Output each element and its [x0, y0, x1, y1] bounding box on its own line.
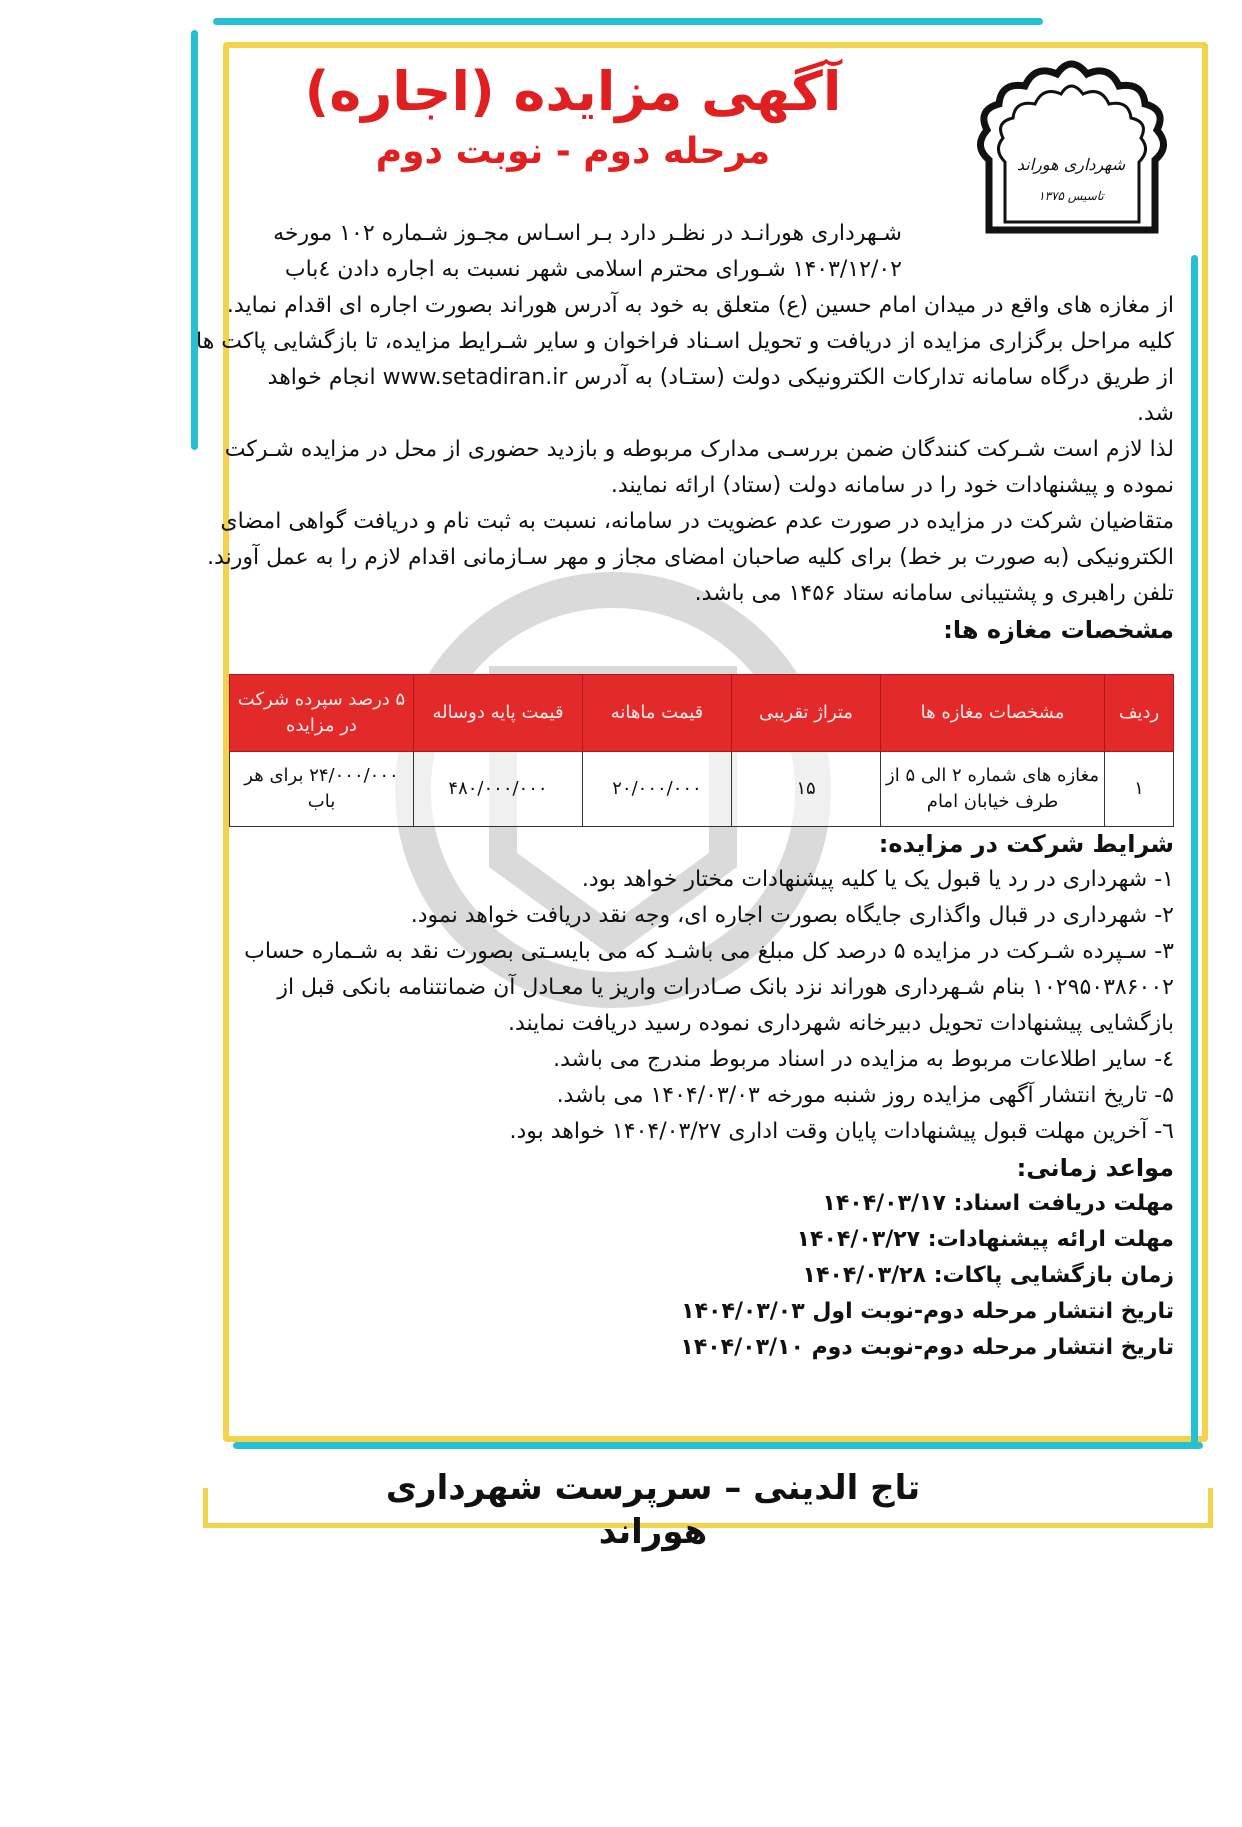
- shops-table: [229, 674, 1174, 827]
- intro-line: نموده و پیشنهادات خود را در سامانه دولت (ستاد) ارائه نمایند.: [610, 473, 1174, 498]
- condition-line: بازگشایی پیشنهادات تحویل دبیرخانه شهرداری نموده رسید دریافت نمایند.: [508, 1011, 1174, 1036]
- signature: تاج الدینی – سرپرست شهرداری هوراند: [385, 1468, 921, 1552]
- condition-line: ۱۰۲۹۵۰۳۸۶۰۰۲ بنام شـهرداری هوراند نزد بانک صـادرات واریز یا معـادل آن ضمانتنامه بانکی قبل از: [277, 975, 1174, 1000]
- table-row: [230, 752, 1174, 827]
- schedule-item: [225, 1222, 1174, 1258]
- table-cell: ۲۴/۰۰۰/۰۰۰ برای هر باب: [230, 752, 414, 827]
- decorative-frame-left: [191, 30, 198, 450]
- column-header: قیمت پایه دوساله: [414, 675, 583, 752]
- schedule-label: تاریخ انتشار مرحله دوم-نوبت دوم: [811, 1335, 1174, 1360]
- conditions-block: [225, 826, 1174, 1366]
- schedule-label: زمان بازگشایی پاکات:: [933, 1263, 1174, 1288]
- table-cell: ۴۸۰/۰۰۰/۰۰۰: [414, 752, 583, 827]
- decorative-frame-bottom: [233, 1442, 1203, 1449]
- condition-line: ۱- شهرداری در رد یا قبول یک یا کلیه پیشنهادات مختار خواهد بود.: [581, 867, 1174, 892]
- intro-line: از مغازه های واقع در میدان امام حسین (ع) متعلق به خود به آدرس هوراند بصورت اجاره ای اقدام نماید.: [226, 293, 1174, 318]
- logo-text: شهرداری هوراند: [1016, 155, 1126, 174]
- column-header: ۵ درصد سپرده شرکت در مزایده: [230, 675, 414, 752]
- schedule-value: ۱۴۰۴/۰۳/۰۳: [681, 1299, 805, 1324]
- shops-heading: مشخصات مغازه ها:: [943, 616, 1174, 644]
- intro-block-top: [225, 216, 902, 288]
- intro-line: لذا لازم است شـرکت کنندگان ضمن بررسـی مدارک مربوطه و بازدید حضوری از محل در مزایده شـرکت: [224, 437, 1174, 462]
- schedule-item: [225, 1186, 1174, 1222]
- schedule-item: [225, 1330, 1174, 1366]
- table-cell: مغازه های شماره ۲ الی ۵ از طرف خیابان امام: [881, 752, 1105, 827]
- column-header: قیمت ماهانه: [583, 675, 732, 752]
- schedule-item: [225, 1258, 1174, 1294]
- intro-line: ۱۴۰۳/۱۲/۰۲ شـورای محترم اسلامی شهر نسبت به اجاره دادن ٤باب: [284, 257, 902, 282]
- condition-line: ۳- سـپرده شـرکت در مزایده ۵ درصد کل مبلغ می باشـد که می بایسـتی بصورت نقد به شـماره حساب: [244, 939, 1174, 964]
- municipality-logo: [969, 50, 1174, 240]
- table-cell: ۱: [1105, 752, 1174, 827]
- schedule-label: تاریخ انتشار مرحله دوم-نوبت اول: [812, 1299, 1174, 1324]
- intro-block: [195, 288, 1174, 648]
- schedule-value: ۱۴۰۴/۰۳/۲۸: [802, 1263, 927, 1288]
- condition-line: ٦- آخرین مهلت قبول پیشنهادات پایان وقت اداری ۱۴۰۴/۰۳/۲۷ خواهد بود.: [509, 1119, 1174, 1144]
- column-header: مشخصات مغازه ها: [881, 675, 1105, 752]
- condition-line: ۲- شهرداری در قبال واگذاری جایگاه بصورت اجاره ای، وجه نقد دریافت خواهد نمود.: [410, 903, 1174, 928]
- intro-line: تلفن راهبری و پشتیبانی سامانه ستاد ۱۴۵۶ می باشد.: [694, 581, 1174, 606]
- column-header: ردیف: [1105, 675, 1174, 752]
- page-subtitle: مرحله دوم - نوبت دوم: [375, 131, 771, 172]
- schedule-item: [225, 1294, 1174, 1330]
- schedule-value: ۱۴۰۴/۰۳/۱۷: [822, 1191, 946, 1216]
- condition-line: ۵- تاریخ انتشار آگهی مزایده روز شنبه مورخه ۱۴۰۴/۰۳/۰۳ می باشد.: [556, 1083, 1174, 1108]
- intro-line: شـهرداری هورانـد در نظـر دارد بـر اسـاس مجـوز شـماره ۱۰۲ مورخه: [273, 221, 902, 246]
- table-cell: ۲۰/۰۰۰/۰۰۰: [583, 752, 732, 827]
- page-title: آگهی مزایده (اجاره): [304, 60, 842, 123]
- condition-line: ٤- سایر اطلاعات مربوط به مزایده در اسناد مربوط مندرج می باشد.: [553, 1047, 1174, 1072]
- intro-line: کلیه مراحل برگزاری مزایده از دریافت و تحویل اسـناد فراخوان و سایر شـرایط مزایده، تا بازگشایی پاکت ها: [195, 329, 1174, 354]
- column-header: متراژ تقریبی: [732, 675, 881, 752]
- schedule-label: مهلت ارائه پیشنهادات:: [927, 1227, 1174, 1252]
- intro-line: شد.: [1137, 401, 1174, 426]
- table-cell: ۱۵: [732, 752, 881, 827]
- intro-line: متقاضیان شرکت در مزایده در صورت عدم عضویت در سامانه، نسبت به ثبت نام و دریافت گواهی امضای: [220, 509, 1174, 534]
- intro-line: الکترونیکی (به صورت بر خط) برای کلیه صاحبان امضای مجاز و مهر سـازمانی اقدام لازم را به عمل آورند.: [207, 545, 1174, 570]
- schedule-heading: مواعد زمانی:: [1016, 1154, 1174, 1182]
- conditions-heading: شرایط شرکت در مزایده:: [878, 830, 1174, 858]
- decorative-frame-top: [213, 18, 1043, 25]
- decorative-frame-right: [1191, 255, 1198, 1445]
- table-header-row: [230, 675, 1174, 752]
- schedule-value: ۱۴۰۴/۰۳/۲۷: [796, 1227, 921, 1252]
- intro-line: از طریق درگاه سامانه تدارکات الکترونیکی دولت (ستـاد) به آدرس www.setadiran.ir انجام خواهد: [267, 365, 1174, 390]
- schedule-label: مهلت دریافت اسناد:: [953, 1191, 1174, 1216]
- logo-subtext: تاسیس ۱۳۷۵: [1038, 189, 1104, 203]
- schedule-value: ۱۴۰۴/۰۳/۱۰: [680, 1335, 804, 1360]
